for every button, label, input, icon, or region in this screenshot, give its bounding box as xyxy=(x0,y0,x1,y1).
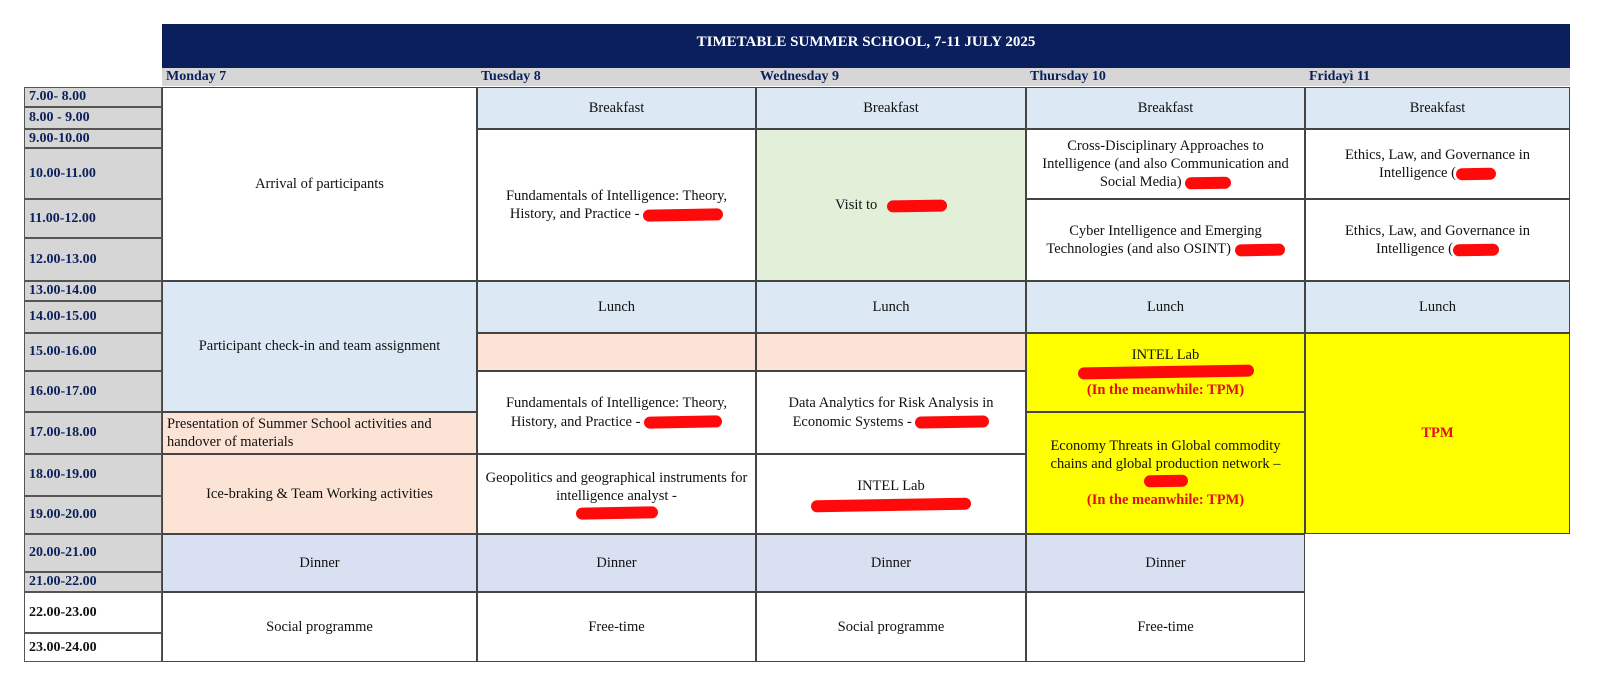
monday-evening-cell xyxy=(162,592,477,662)
cell-text-main: Cross-Disciplinary Approaches to Intelligence (and also Communication and Social Media) xyxy=(1042,137,1289,191)
monday-presentation-cell xyxy=(162,412,477,454)
cell-text: Lunch xyxy=(597,298,636,315)
wednesday-analytics-cell xyxy=(756,371,1026,454)
cell-text xyxy=(484,187,749,223)
cell-text: Ice-braking & Team Working activities xyxy=(206,485,433,502)
wednesday-lunch-cell xyxy=(756,281,1026,333)
tuesday-geopolitics-cell xyxy=(477,454,756,534)
cell-text: Free-time xyxy=(588,618,645,635)
thursday-economy-cell xyxy=(1026,412,1305,534)
redaction-mark xyxy=(1185,176,1231,189)
cell-text: Geopolitics and geographical instruments for intelligence analyst - xyxy=(485,469,748,504)
meanwhile-note: (In the meanwhile: TPM) xyxy=(1086,492,1245,509)
friday-tpm-cell xyxy=(1305,333,1570,534)
wednesday-intel-lab-cell xyxy=(756,454,1026,534)
cell-text xyxy=(1033,137,1298,191)
cell-text: Dinner xyxy=(596,554,637,571)
timetable-title: TIMETABLE SUMMER SCHOOL, 7-11 JULY 2025 xyxy=(162,24,1570,68)
tuesday-afternoon-cell xyxy=(477,371,756,454)
wednesday-evening-cell xyxy=(756,592,1026,662)
tuesday-morning-cell xyxy=(477,129,756,281)
redaction-mark xyxy=(644,415,722,428)
cell-text: Dinner xyxy=(299,554,340,571)
cell-text xyxy=(1312,146,1563,182)
time-slot: 16.00-17.00 xyxy=(24,371,162,412)
tuesday-lunch-cell xyxy=(477,281,756,333)
cell-text xyxy=(835,196,947,214)
cell-text: Dinner xyxy=(1145,554,1186,571)
redaction-mark xyxy=(915,416,989,429)
time-slot: 14.00-15.00 xyxy=(24,301,162,333)
cell-text: Breakfast xyxy=(1137,99,1194,116)
cell-text: INTEL Lab xyxy=(857,477,925,494)
cell-text-main: Visit to xyxy=(835,196,878,213)
time-slot: 20.00-21.00 xyxy=(24,534,162,572)
time-slot: 7.00- 8.00 xyxy=(24,87,162,107)
friday-ethics-cell-2 xyxy=(1305,199,1570,281)
time-slot: 12.00-13.00 xyxy=(24,238,162,281)
cell-text: Lunch xyxy=(1146,298,1185,315)
time-slot: 8.00 - 9.00 xyxy=(24,107,162,129)
thursday-cross-disciplinary-cell xyxy=(1026,129,1305,199)
thursday-breakfast-cell xyxy=(1026,87,1305,129)
cell-text: Breakfast xyxy=(1409,99,1466,116)
redaction-mark xyxy=(1453,243,1499,256)
thursday-intel-lab-cell xyxy=(1026,333,1305,412)
cell-text: Lunch xyxy=(872,298,910,315)
friday-lunch-cell xyxy=(1305,281,1570,333)
monday-icebreaking-cell xyxy=(162,454,477,534)
tuesday-evening-cell xyxy=(477,592,756,662)
time-slot: 11.00-12.00 xyxy=(24,199,162,238)
time-slot: 19.00-20.00 xyxy=(24,496,162,534)
cell-text: Breakfast xyxy=(588,99,645,116)
cell-text xyxy=(1033,222,1298,258)
day-header-friday: Fridayì 11 xyxy=(1309,69,1371,84)
cell-text xyxy=(763,394,1019,430)
redaction-mark xyxy=(643,208,723,221)
time-slot: 13.00-14.00 xyxy=(24,281,162,301)
time-slot: 17.00-18.00 xyxy=(24,412,162,454)
tuesday-dinner-cell xyxy=(477,534,756,592)
cell-text: Social programme xyxy=(837,618,945,635)
time-slot: 10.00-11.00 xyxy=(24,148,162,199)
wednesday-breakfast-cell xyxy=(756,87,1026,129)
cell-text-main: Fundamentals of Intelligence: Theory, History, and Practice - xyxy=(505,395,728,430)
time-slot: 22.00-23.00 xyxy=(24,592,162,633)
cell-text-main: Data Analytics for Risk Analysis in Economic Systems - xyxy=(788,395,994,430)
cell-text-main: Ethics, Law, and Governance in Intelligence ( xyxy=(1344,222,1531,257)
day-header-wednesday: Wednesday 9 xyxy=(760,69,839,84)
friday-breakfast-cell xyxy=(1305,87,1570,129)
cell-text: Economy Threats in Global commodity chains and global production network – xyxy=(1050,437,1281,472)
redaction-mark xyxy=(1143,475,1187,488)
redaction-mark xyxy=(1235,243,1285,256)
redaction-mark xyxy=(887,199,947,212)
cell-text: Free-time xyxy=(1137,618,1194,635)
day-header-monday: Monday 7 xyxy=(166,69,227,84)
cell-text: Dinner xyxy=(870,554,912,571)
cell-text: Breakfast xyxy=(863,99,919,116)
time-slot: 21.00-22.00 xyxy=(24,572,162,592)
cell-text: Presentation of Summer School activities and handover of materials xyxy=(167,415,432,450)
cell-text xyxy=(484,394,749,430)
wednesday-empty-cell xyxy=(756,333,1026,371)
wednesday-visit-cell xyxy=(756,129,1026,281)
tuesday-empty-cell xyxy=(477,333,756,371)
thursday-dinner-cell xyxy=(1026,534,1305,592)
time-slot: 15.00-16.00 xyxy=(24,333,162,371)
cell-text-main: Fundamentals of Intelligence: Theory, History, and Practice - xyxy=(505,187,728,222)
redaction-mark xyxy=(1077,364,1253,379)
cell-text xyxy=(1312,222,1563,258)
cell-text: Participant check-in and team assignment xyxy=(198,338,441,355)
time-slot: 23.00-24.00 xyxy=(24,633,162,662)
redaction-mark xyxy=(1456,167,1496,180)
cell-text: Social programme xyxy=(266,618,373,635)
redaction-mark xyxy=(811,498,971,513)
monday-dinner-cell xyxy=(162,534,477,592)
monday-arrival-cell xyxy=(162,87,477,281)
day-header-thursday: Thursday 10 xyxy=(1030,69,1106,84)
tuesday-breakfast-cell xyxy=(477,87,756,129)
thursday-evening-cell xyxy=(1026,592,1305,662)
redaction-mark xyxy=(575,506,657,519)
cell-text: TPM xyxy=(1421,425,1454,442)
friday-ethics-cell-1 xyxy=(1305,129,1570,199)
time-slot: 18.00-19.00 xyxy=(24,454,162,496)
time-slot: 9.00-10.00 xyxy=(24,129,162,148)
cell-text-main: Ethics, Law, and Governance in Intelligence ( xyxy=(1344,146,1531,181)
cell-text-main: Cyber Intelligence and Emerging Technologies (and also OSINT) xyxy=(1046,222,1262,257)
cell-text: Arrival of participants xyxy=(255,175,384,192)
thursday-cyber-cell xyxy=(1026,199,1305,281)
monday-checkin-cell xyxy=(162,281,477,412)
meanwhile-note: (In the meanwhile: TPM) xyxy=(1086,381,1245,398)
wednesday-dinner-cell xyxy=(756,534,1026,592)
cell-text: INTEL Lab xyxy=(1131,347,1200,364)
day-header-tuesday: Tuesday 8 xyxy=(481,69,541,84)
thursday-lunch-cell xyxy=(1026,281,1305,333)
cell-text: Lunch xyxy=(1418,298,1457,315)
